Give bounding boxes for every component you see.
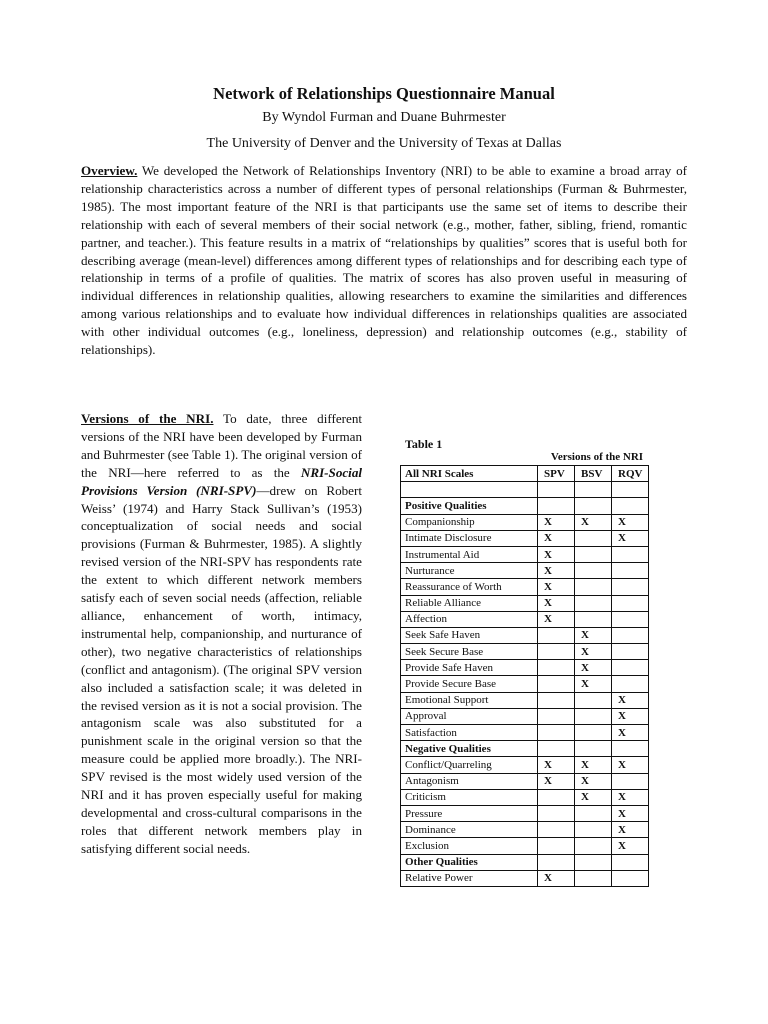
spv-cell xyxy=(538,676,575,692)
versions-text-b: —drew on Robert Weiss’ (1974) and Harry Stack Sullivan’s (1953) conceptualization of social needs and social provisions (Furman & Buhrmester, 1985). A slightly revised version of the NRI-SPV has respondents rate the extent to which different network members satisfy each of seven social needs (affection, reliable alliance, enhancement of worth, intimacy, instrumental help, companionship, and nurturance of other), two negative characteristics of relationships (conflict and antagonism). (The original SPV version also included a satisfaction scale; it was deleted in the revised version as it is not a social provision. The antagonism scale was also substituted for a punishment scale in the original version so that the measure could be applied more broadly.). The NRI-SPV revised is the most widely used version of the NRI and it has proven especially useful for making developmental and cross-cultural comparisons in the roles that different network members play in satisfying different social needs. xyxy=(81,482,362,856)
table-row xyxy=(401,546,649,562)
scale-cell: Positive Qualities xyxy=(401,498,538,514)
scale-cell: Pressure xyxy=(401,805,538,821)
bsv-cell xyxy=(575,822,612,838)
scale-cell: Companionship xyxy=(401,514,538,530)
table-label: Table 1 xyxy=(405,437,443,451)
table-row xyxy=(401,805,649,821)
scale-cell: Dominance xyxy=(401,822,538,838)
rqv-cell xyxy=(612,644,649,660)
scale-cell: Seek Safe Haven xyxy=(401,627,538,643)
bsv-cell: X xyxy=(575,773,612,789)
rqv-cell xyxy=(612,563,649,579)
versions-heading: Versions of the NRI. xyxy=(81,411,214,426)
spv-cell: X xyxy=(538,530,575,546)
bsv-cell: X xyxy=(575,627,612,643)
rqv-cell xyxy=(612,482,649,498)
bsv-cell xyxy=(575,530,612,546)
scale-cell: Provide Safe Haven xyxy=(401,660,538,676)
bsv-cell xyxy=(575,595,612,611)
table-row xyxy=(401,822,649,838)
rqv-cell: X xyxy=(612,822,649,838)
overview-heading: Overview. xyxy=(81,163,138,178)
column-header-spv: SPV xyxy=(538,466,575,482)
table-row xyxy=(401,563,649,579)
spv-cell: X xyxy=(538,870,575,886)
bsv-cell xyxy=(575,611,612,627)
rqv-cell: X xyxy=(612,789,649,805)
scale-cell: Reassurance of Worth xyxy=(401,579,538,595)
table-row xyxy=(401,579,649,595)
bsv-cell xyxy=(575,854,612,870)
table-row xyxy=(401,514,649,530)
scale-cell: Satisfaction xyxy=(401,725,538,741)
spv-cell xyxy=(538,822,575,838)
bsv-cell: X xyxy=(575,660,612,676)
table-row xyxy=(401,627,649,643)
table-row xyxy=(401,708,649,724)
spv-cell xyxy=(538,482,575,498)
bsv-cell xyxy=(575,546,612,562)
scale-cell: Affection xyxy=(401,611,538,627)
rqv-cell: X xyxy=(612,757,649,773)
scale-cell: Negative Qualities xyxy=(401,741,538,757)
table-section-row xyxy=(401,741,649,757)
bsv-cell: X xyxy=(575,644,612,660)
table-row xyxy=(401,757,649,773)
spv-cell xyxy=(538,660,575,676)
table-row xyxy=(401,482,649,498)
table-row xyxy=(401,644,649,660)
rqv-cell: X xyxy=(612,838,649,854)
scale-cell: Antagonism xyxy=(401,773,538,789)
scale-cell: Exclusion xyxy=(401,838,538,854)
rqv-cell xyxy=(612,498,649,514)
spv-cell xyxy=(538,805,575,821)
table-row xyxy=(401,660,649,676)
scale-cell: Conflict/Quarreling xyxy=(401,757,538,773)
scale-cell: Nurturance xyxy=(401,563,538,579)
spv-cell xyxy=(538,741,575,757)
column-header-scales: All NRI Scales xyxy=(401,466,538,482)
table-row xyxy=(401,692,649,708)
bsv-cell xyxy=(575,498,612,514)
column-header-rqv: RQV xyxy=(612,466,649,482)
bsv-cell xyxy=(575,563,612,579)
table-header-row xyxy=(401,466,649,482)
spv-cell xyxy=(538,644,575,660)
versions-emphasis: NRI-Social Provisions Version (NRI-SPV) xyxy=(81,464,362,498)
scale-cell: Approval xyxy=(401,708,538,724)
spv-cell xyxy=(538,498,575,514)
spv-cell xyxy=(538,854,575,870)
rqv-cell xyxy=(612,627,649,643)
versions-text-a: To date, three different versions of the NRI have been developed by Furman and Buhrmester (see Table 1). The original version of the NRI—here referred to as the xyxy=(81,411,362,480)
table-section-row xyxy=(401,498,649,514)
spv-cell: X xyxy=(538,595,575,611)
bsv-cell: X xyxy=(575,514,612,530)
rqv-cell: X xyxy=(612,708,649,724)
scale-cell: Seek Secure Base xyxy=(401,644,538,660)
bsv-cell xyxy=(575,692,612,708)
table-row xyxy=(401,611,649,627)
rqv-cell xyxy=(612,773,649,789)
bsv-cell xyxy=(575,870,612,886)
nri-scales-table xyxy=(400,465,649,887)
spv-cell: X xyxy=(538,514,575,530)
table-row xyxy=(401,789,649,805)
spv-cell xyxy=(538,627,575,643)
scale-cell: Emotional Support xyxy=(401,692,538,708)
scale-cell: Relative Power xyxy=(401,870,538,886)
rqv-cell: X xyxy=(612,725,649,741)
table-row xyxy=(401,530,649,546)
bsv-cell xyxy=(575,482,612,498)
spv-cell: X xyxy=(538,579,575,595)
bsv-cell xyxy=(575,708,612,724)
bsv-cell xyxy=(575,838,612,854)
rqv-cell: X xyxy=(612,514,649,530)
table-section-row xyxy=(401,854,649,870)
spv-cell xyxy=(538,789,575,805)
scale-cell: Provide Secure Base xyxy=(401,676,538,692)
table-row xyxy=(401,725,649,741)
document-authors: By Wyndol Furman and Duane Buhrmester xyxy=(262,110,506,125)
scale-cell: Instrumental Aid xyxy=(401,546,538,562)
table-row xyxy=(401,838,649,854)
table-group-header: Versions of the NRI xyxy=(550,451,644,463)
table-row xyxy=(401,676,649,692)
spv-cell xyxy=(538,838,575,854)
document-affiliation: The University of Denver and the University of Texas at Dallas xyxy=(206,136,562,151)
rqv-cell xyxy=(612,595,649,611)
bsv-cell: X xyxy=(575,676,612,692)
spv-cell xyxy=(538,725,575,741)
overview-text: We developed the Network of Relationships Inventory (NRI) to be able to examine a broad array of relationship characteristics across a number of different types of personal relationships (Furman & Buhrmester, 1985). The most important feature of the NRI is that participants use the same set of items to describe their relationship with each of several members of their social network (e.g., mother, father, sibling, friend, romantic partner, and teacher.). This feature results in a matrix of “relationships by qualities” scores that is useful both for describing average (mean-level) differences among different types of relationships and for describing each type of relationship in terms of a profile of qualities. The matrix of scores has also proven useful in measuring of individual differences in relationship qualities, allowing researchers to examine the similarities and differences among various relationships and to evaluate how individual differences in relationships qualities are associated with other individual outcomes (e.g., loneliness, depression) and relationship outcomes (e.g., stability of relationships). xyxy=(81,163,687,358)
spv-cell xyxy=(538,708,575,724)
rqv-cell xyxy=(612,741,649,757)
bsv-cell xyxy=(575,579,612,595)
bsv-cell xyxy=(575,725,612,741)
spv-cell: X xyxy=(538,546,575,562)
spv-cell: X xyxy=(538,757,575,773)
bsv-cell: X xyxy=(575,757,612,773)
rqv-cell xyxy=(612,870,649,886)
table-row xyxy=(401,870,649,886)
bsv-cell xyxy=(575,805,612,821)
rqv-cell xyxy=(612,611,649,627)
table-row xyxy=(401,595,649,611)
rqv-cell: X xyxy=(612,530,649,546)
overview-paragraph xyxy=(81,162,687,359)
table-row xyxy=(401,773,649,789)
rqv-cell xyxy=(612,676,649,692)
scale-cell: Other Qualities xyxy=(401,854,538,870)
spv-cell: X xyxy=(538,611,575,627)
spv-cell xyxy=(538,692,575,708)
bsv-cell xyxy=(575,741,612,757)
versions-paragraph xyxy=(81,410,362,858)
rqv-cell: X xyxy=(612,805,649,821)
column-header-bsv: BSV xyxy=(575,466,612,482)
spv-cell: X xyxy=(538,773,575,789)
spv-cell: X xyxy=(538,563,575,579)
scale-cell: Intimate Disclosure xyxy=(401,530,538,546)
rqv-cell xyxy=(612,579,649,595)
rqv-cell xyxy=(612,660,649,676)
document-title: Network of Relationships Questionnaire Manual xyxy=(213,84,555,103)
rqv-cell: X xyxy=(612,692,649,708)
rqv-cell xyxy=(612,546,649,562)
scale-cell: Criticism xyxy=(401,789,538,805)
rqv-cell xyxy=(612,854,649,870)
bsv-cell: X xyxy=(575,789,612,805)
scale-cell: Reliable Alliance xyxy=(401,595,538,611)
scale-cell xyxy=(401,482,538,498)
